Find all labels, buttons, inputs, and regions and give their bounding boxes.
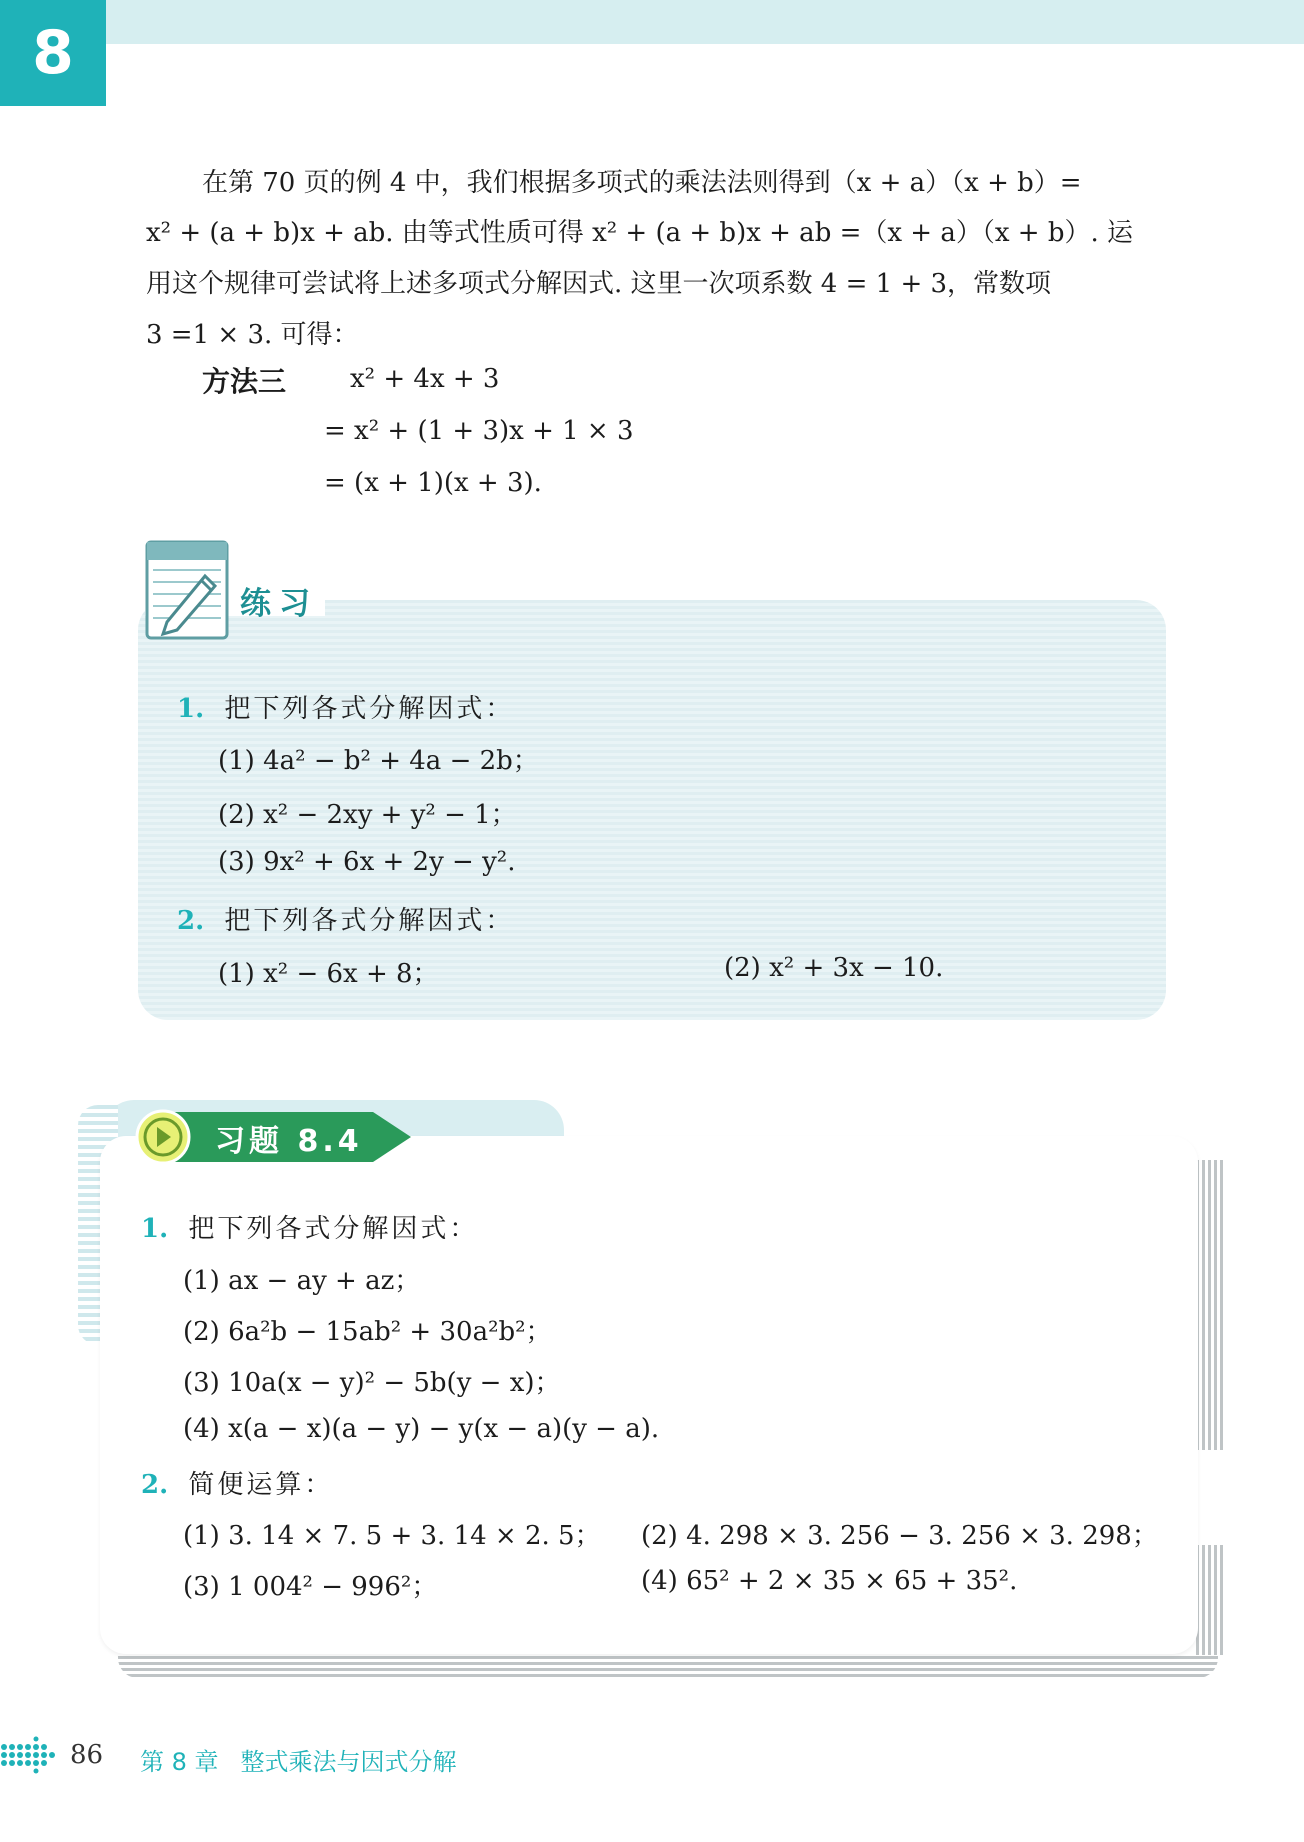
exercise-q1-item-2: (2) 6a²b − 15ab² + 30a²b²； <box>183 1317 552 1347</box>
method-label: 方法三 <box>202 365 287 398</box>
pencil-notebook-icon <box>145 540 229 640</box>
exercise-q2-item-2: (2) 4. 298 × 3. 256 − 3. 256 × 3. 298； <box>641 1521 1158 1551</box>
chapter-header-band <box>104 0 1304 44</box>
practice-question-1 <box>177 688 514 725</box>
exercise-q1-item-1: (1) ax − ay + az； <box>183 1266 421 1296</box>
method-step-1: x² + 4x + 3 <box>350 364 500 394</box>
practice-q2-item-2: (2) x² + 3x − 10. <box>724 953 944 983</box>
method-step-3: = (x + 1)(x + 3). <box>324 468 542 498</box>
intro-line-2: x² + (a + b)x + ab. 由等式性质可得 x² + (a + b)x + ab =（x + a）（x + b）. 运 <box>146 218 1134 248</box>
practice-q1-item-2: (2) x² − 2xy + y² − 1； <box>218 800 517 830</box>
exercise-right-stripes-lower <box>1196 1545 1224 1655</box>
exercise-q2-item-1: (1) 3. 14 × 7. 5 + 3. 14 × 2. 5； <box>183 1521 601 1551</box>
practice-q1-item-3: (3) 9x² + 6x + 2y − y². <box>218 847 516 877</box>
intro-line-1: 在第 70 页的例 4 中，我们根据多项式的乘法法则得到（x + a）（x + b）= <box>202 168 1082 198</box>
method-step-2: = x² + (1 + 3)x + 1 × 3 <box>324 416 634 446</box>
footer-chapter <box>140 1742 457 1777</box>
exercise-title: 习题 8.4 <box>215 1124 363 1159</box>
footer-dots-icon <box>0 1735 60 1775</box>
practice-q2-text: 把下列各式分解因式： <box>224 906 515 936</box>
exercise-q1-text: 把下列各式分解因式： <box>188 1214 479 1244</box>
exercise-q2-text: 简便运算： <box>188 1470 334 1500</box>
page-number: 86 <box>70 1740 104 1770</box>
exercise-q2-item-4: (4) 65² + 2 × 35 × 65 + 35². <box>641 1566 1018 1596</box>
exercise-question-1 <box>141 1208 478 1245</box>
exercise-q2-number: 2. <box>141 1470 169 1500</box>
exercise-q1-item-3: (3) 10a(x − y)² − 5b(y − x)； <box>183 1368 561 1398</box>
intro-line-4: 3 =1 × 3. 可得： <box>146 320 359 350</box>
practice-q1-text: 把下列各式分解因式： <box>224 694 515 724</box>
practice-q2-number: 2. <box>177 906 205 936</box>
exercise-question-2 <box>141 1464 333 1501</box>
exercise-q2-item-3: (3) 1 004² − 996²； <box>183 1572 438 1602</box>
practice-title: 练习 <box>240 586 318 622</box>
exercise-q1-number: 1. <box>141 1214 169 1244</box>
exercise-q1-item-4: (4) x(a − x)(a − y) − y(x − a)(y − a). <box>183 1414 660 1444</box>
practice-question-2 <box>177 900 514 937</box>
intro-line-3: 用这个规律可尝试将上述多项式分解因式. 这里一次项系数 4 = 1 + 3，常数项 <box>146 269 1052 299</box>
footer-chapter-title: 整式乘法与因式分解 <box>240 1748 457 1776</box>
exercise-bottom-stripes <box>118 1656 1218 1678</box>
practice-q1-item-1: (1) 4a² − b² + 4a − 2b； <box>218 746 539 776</box>
practice-q2-item-1: (1) x² − 6x + 8； <box>218 959 439 989</box>
chapter-number-tab: 8 <box>0 0 106 106</box>
practice-q1-number: 1. <box>177 694 205 724</box>
footer-chapter-label: 第 8 章 <box>140 1748 219 1776</box>
exercise-right-stripes <box>1196 1160 1224 1450</box>
